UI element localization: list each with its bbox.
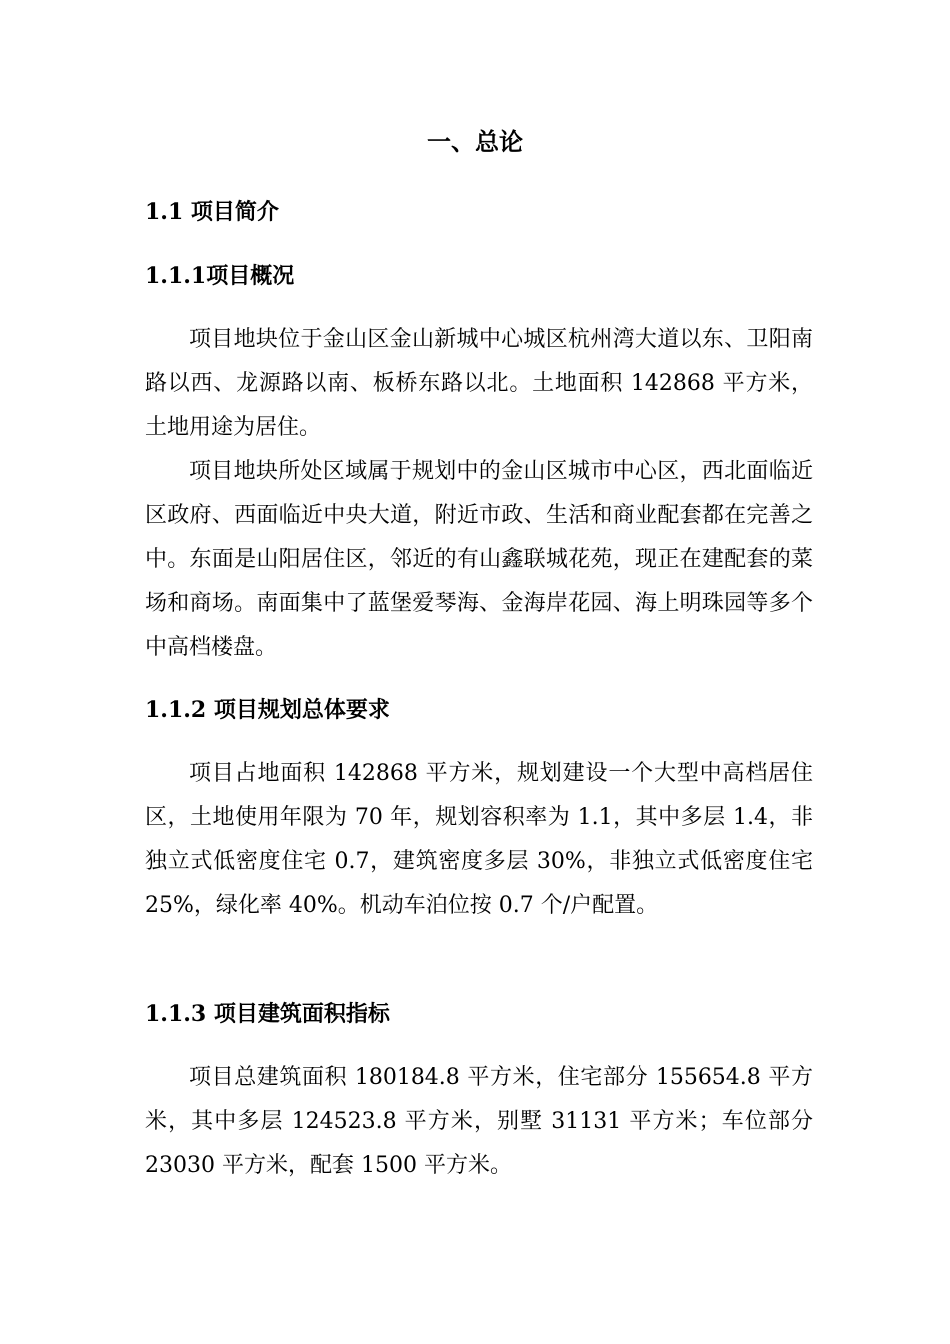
chapter-title: 一、总论 [427,127,523,156]
paragraph-project-location: 项目地块位于金山区金山新城中心城区杭州湾大道以东、卫阳南路以西、龙源路以南、板桥东路以北。土地面积 142868 平方米，土地用途为居住。 [145,327,813,440]
section-heading-1-1-1: 1.1.1项目概况 [145,263,295,289]
paragraph-planning-requirements: 项目占地面积 142868 平方米，规划建设一个大型中高档居住区，土地使用年限为 70 年，规划容积率为 1.1，其中多层 1.4，非独立式低密度住宅 0.7，建筑密度多层 30%，非独立式低密度住宅 25%，绿化率 40%。机动车泊位按 0.7 个/户配置。 [145,761,813,918]
section-heading-1-1-3: 1.1.3 项目建筑面积指标 [145,1001,390,1027]
paragraph-floor-area-indicators: 项目总建筑面积 180184.8 平方米，住宅部分 155654.8 平方米，其中多层 124523.8 平方米，别墅 31131 平方米；车位部分 23030 平方米，配套 1500 平方米。 [145,1065,813,1178]
paragraph-project-surroundings: 项目地块所处区域属于规划中的金山区城市中心区，西北面临近区政府、西面临近中央大道，附近市政、生活和商业配套都在完善之中。东面是山阳居住区，邻近的有山鑫联城花苑，现正在建配套的菜场和商场。南面集中了蓝堡爱琴海、金海岸花园、海上明珠园等多个中高档楼盘。 [145,459,813,660]
section-heading-1-1-2: 1.1.2 项目规划总体要求 [145,697,390,723]
section-heading-1-1: 1.1 项目简介 [145,199,279,225]
